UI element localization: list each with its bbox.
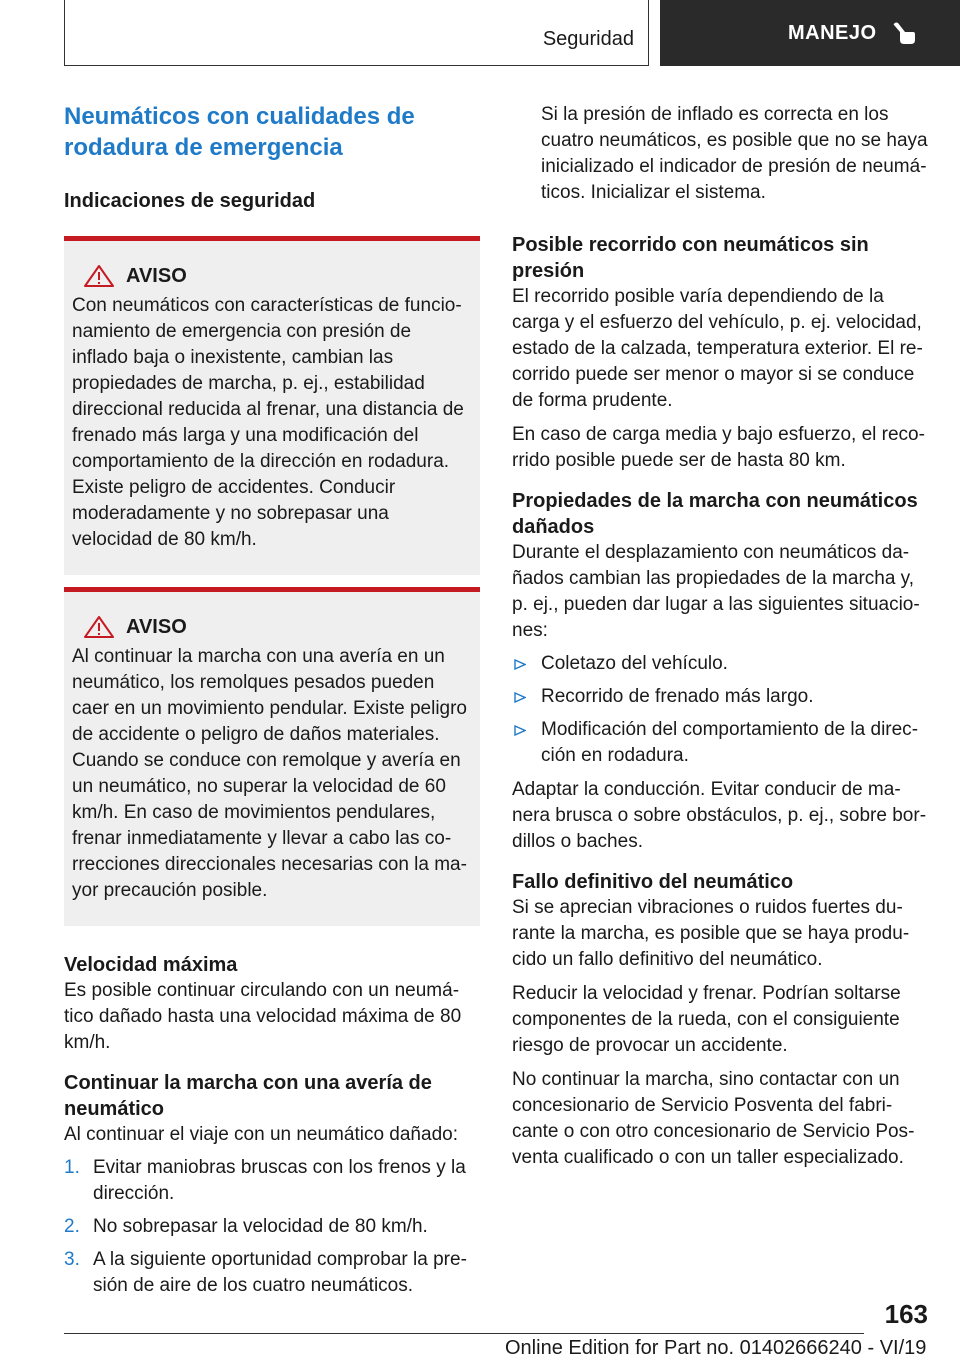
bullet-text: Coletazo del vehículo. — [541, 653, 728, 674]
failure-text-2: Reducir la velocidad y frenar. Podrían soltarse componentes de la rueda, con el consiguiente riesgo de provocar un accidente. — [512, 983, 901, 1056]
header-section-title: Seguridad — [542, 28, 634, 50]
warning-triangle-icon — [82, 264, 116, 288]
footer-edition: Online Edition for Part no. 01402666240 - VI/19 — [505, 1337, 927, 1359]
header-chapter-title: MANEJO — [788, 21, 877, 44]
max-speed-heading: Velocidad máxima — [64, 954, 238, 976]
props-bullet-list — [512, 651, 928, 769]
warning-header-1 — [74, 263, 472, 289]
max-speed-text: Es posible continuar circulando con un neumático dañado hasta una velocidad máxima de 80 km/h. — [64, 980, 462, 1053]
list-item — [512, 651, 928, 677]
failure-text-3: No continuar la marcha, sino contactar con un concesionario de Servicio Posventa del fabricante o con otro concesionario de Servicio Posventa cualificado o con un taller especializado. — [512, 1069, 915, 1168]
page-number: 163 — [884, 1299, 928, 1329]
footer-divider — [64, 1333, 864, 1334]
failure-text-1: Si se aprecian vibraciones o ruidos fuertes durante la marcha, es posible que se haya producido un fallo definitivo del neumático. — [512, 897, 910, 970]
step-number: 2. — [64, 1216, 80, 1237]
triangle-right-icon — [514, 725, 526, 736]
warning-text-2: Al continuar la marcha con una avería en un neumático, los remolques pesados pueden caer en un movimiento pendular. Existe peligro de accidente o peligro de daños materiales. Cuando se conduce con remolque y avería en un neumático, no superar la velocidad de 60 km/h. En caso de movimientos pendulares, frenar inmediatamente y llevar a cabo las correcciones direccionales necesarias con la mayor precaución posible. — [72, 646, 468, 901]
warning-title-2: AVISO — [126, 616, 187, 638]
step-text: No sobrepasar la velocidad de 80 km/h. — [93, 1216, 428, 1237]
list-item — [64, 1155, 480, 1207]
step-continuation: Si la presión de inflado es correcta en los cuatro neumáticos, es posible que no se haya inicializado el indicador de presión de neumáticos. Inicializar el sistema. — [541, 104, 928, 203]
warning-header-2 — [74, 614, 472, 640]
range-text-2: En caso de carga media y bajo esfuerzo, el recorrido posible puede ser de hasta 80 km. — [512, 424, 925, 471]
range-text-1: El recorrido posible varía dependiendo de la carga y el esfuerzo del vehículo, p. ej. velocidad, estado de la calzada, temperatura exterior. El recorrido puede ser menor o mayor si se conduce de forma prudente. — [512, 286, 923, 411]
header-chapter-tab — [660, 0, 960, 66]
continue-heading: Continuar la marcha con una avería de neumático — [64, 1072, 432, 1120]
section-title-line1: Neumáticos con cualidades de — [64, 103, 415, 130]
range-heading: Posible recorrido con neumáticos sin presión — [512, 234, 869, 282]
bullet-text: Modificación del comportamiento de la dirección en rodadura. — [541, 719, 919, 766]
warning-text-1: Con neumáticos con características de funcionamiento de emergencia con presión de inflado baja o inexistente, cambian las propiedades de marcha, p. ej., estabilidad direccional reducida al frenar, una distancia de frenado más larga y una modificación del comportamiento de la dirección en rodadura. Existe peligro de accidentes. Conducir moderadamente y no sobrepasar una velocidad de 80 km/h. — [72, 295, 464, 550]
failure-heading: Fallo definitivo del neumático — [512, 871, 794, 893]
list-item — [512, 684, 928, 710]
bullet-text: Recorrido de frenado más largo. — [541, 686, 814, 707]
step-number: 1. — [64, 1157, 80, 1178]
props-heading: Propiedades de la marcha con neumáticos dañados — [512, 490, 918, 538]
continue-intro: Al continuar el viaje con un neumático dañado: — [64, 1124, 458, 1145]
left-column — [64, 100, 480, 1299]
props-text: Durante el desplazamiento con neumáticos dañados cambian las propiedades de la marcha y, p. ej., pueden dar lugar a las siguientes situaciones: — [512, 542, 920, 641]
props-adapt: Adaptar la conducción. Evitar conducir de manera brusca o sobre obstáculos, p. ej., sobre bordillos o baches. — [512, 779, 927, 852]
header-section-box — [64, 0, 649, 66]
step-text: Evitar maniobras bruscas con los frenos y la dirección. — [93, 1157, 466, 1204]
safety-heading: Indicaciones de seguridad — [64, 190, 316, 212]
list-item — [512, 717, 928, 769]
right-column — [512, 100, 928, 1171]
hand-pointer-icon — [891, 20, 917, 46]
step-text: A la siguiente oportunidad comprobar la presión de aire de los cuatro neumáticos. — [93, 1249, 467, 1296]
section-title-line2: rodadura de emergencia — [64, 134, 343, 161]
triangle-right-icon — [514, 692, 526, 703]
warning-triangle-icon — [82, 615, 116, 639]
steps-list — [64, 1155, 480, 1299]
step-number: 3. — [64, 1249, 80, 1270]
triangle-right-icon — [514, 659, 526, 670]
list-item — [64, 1247, 480, 1299]
warning-box-2 — [64, 587, 480, 926]
warning-box-1 — [64, 236, 480, 575]
list-item — [64, 1214, 480, 1240]
warning-title-1: AVISO — [126, 265, 187, 287]
